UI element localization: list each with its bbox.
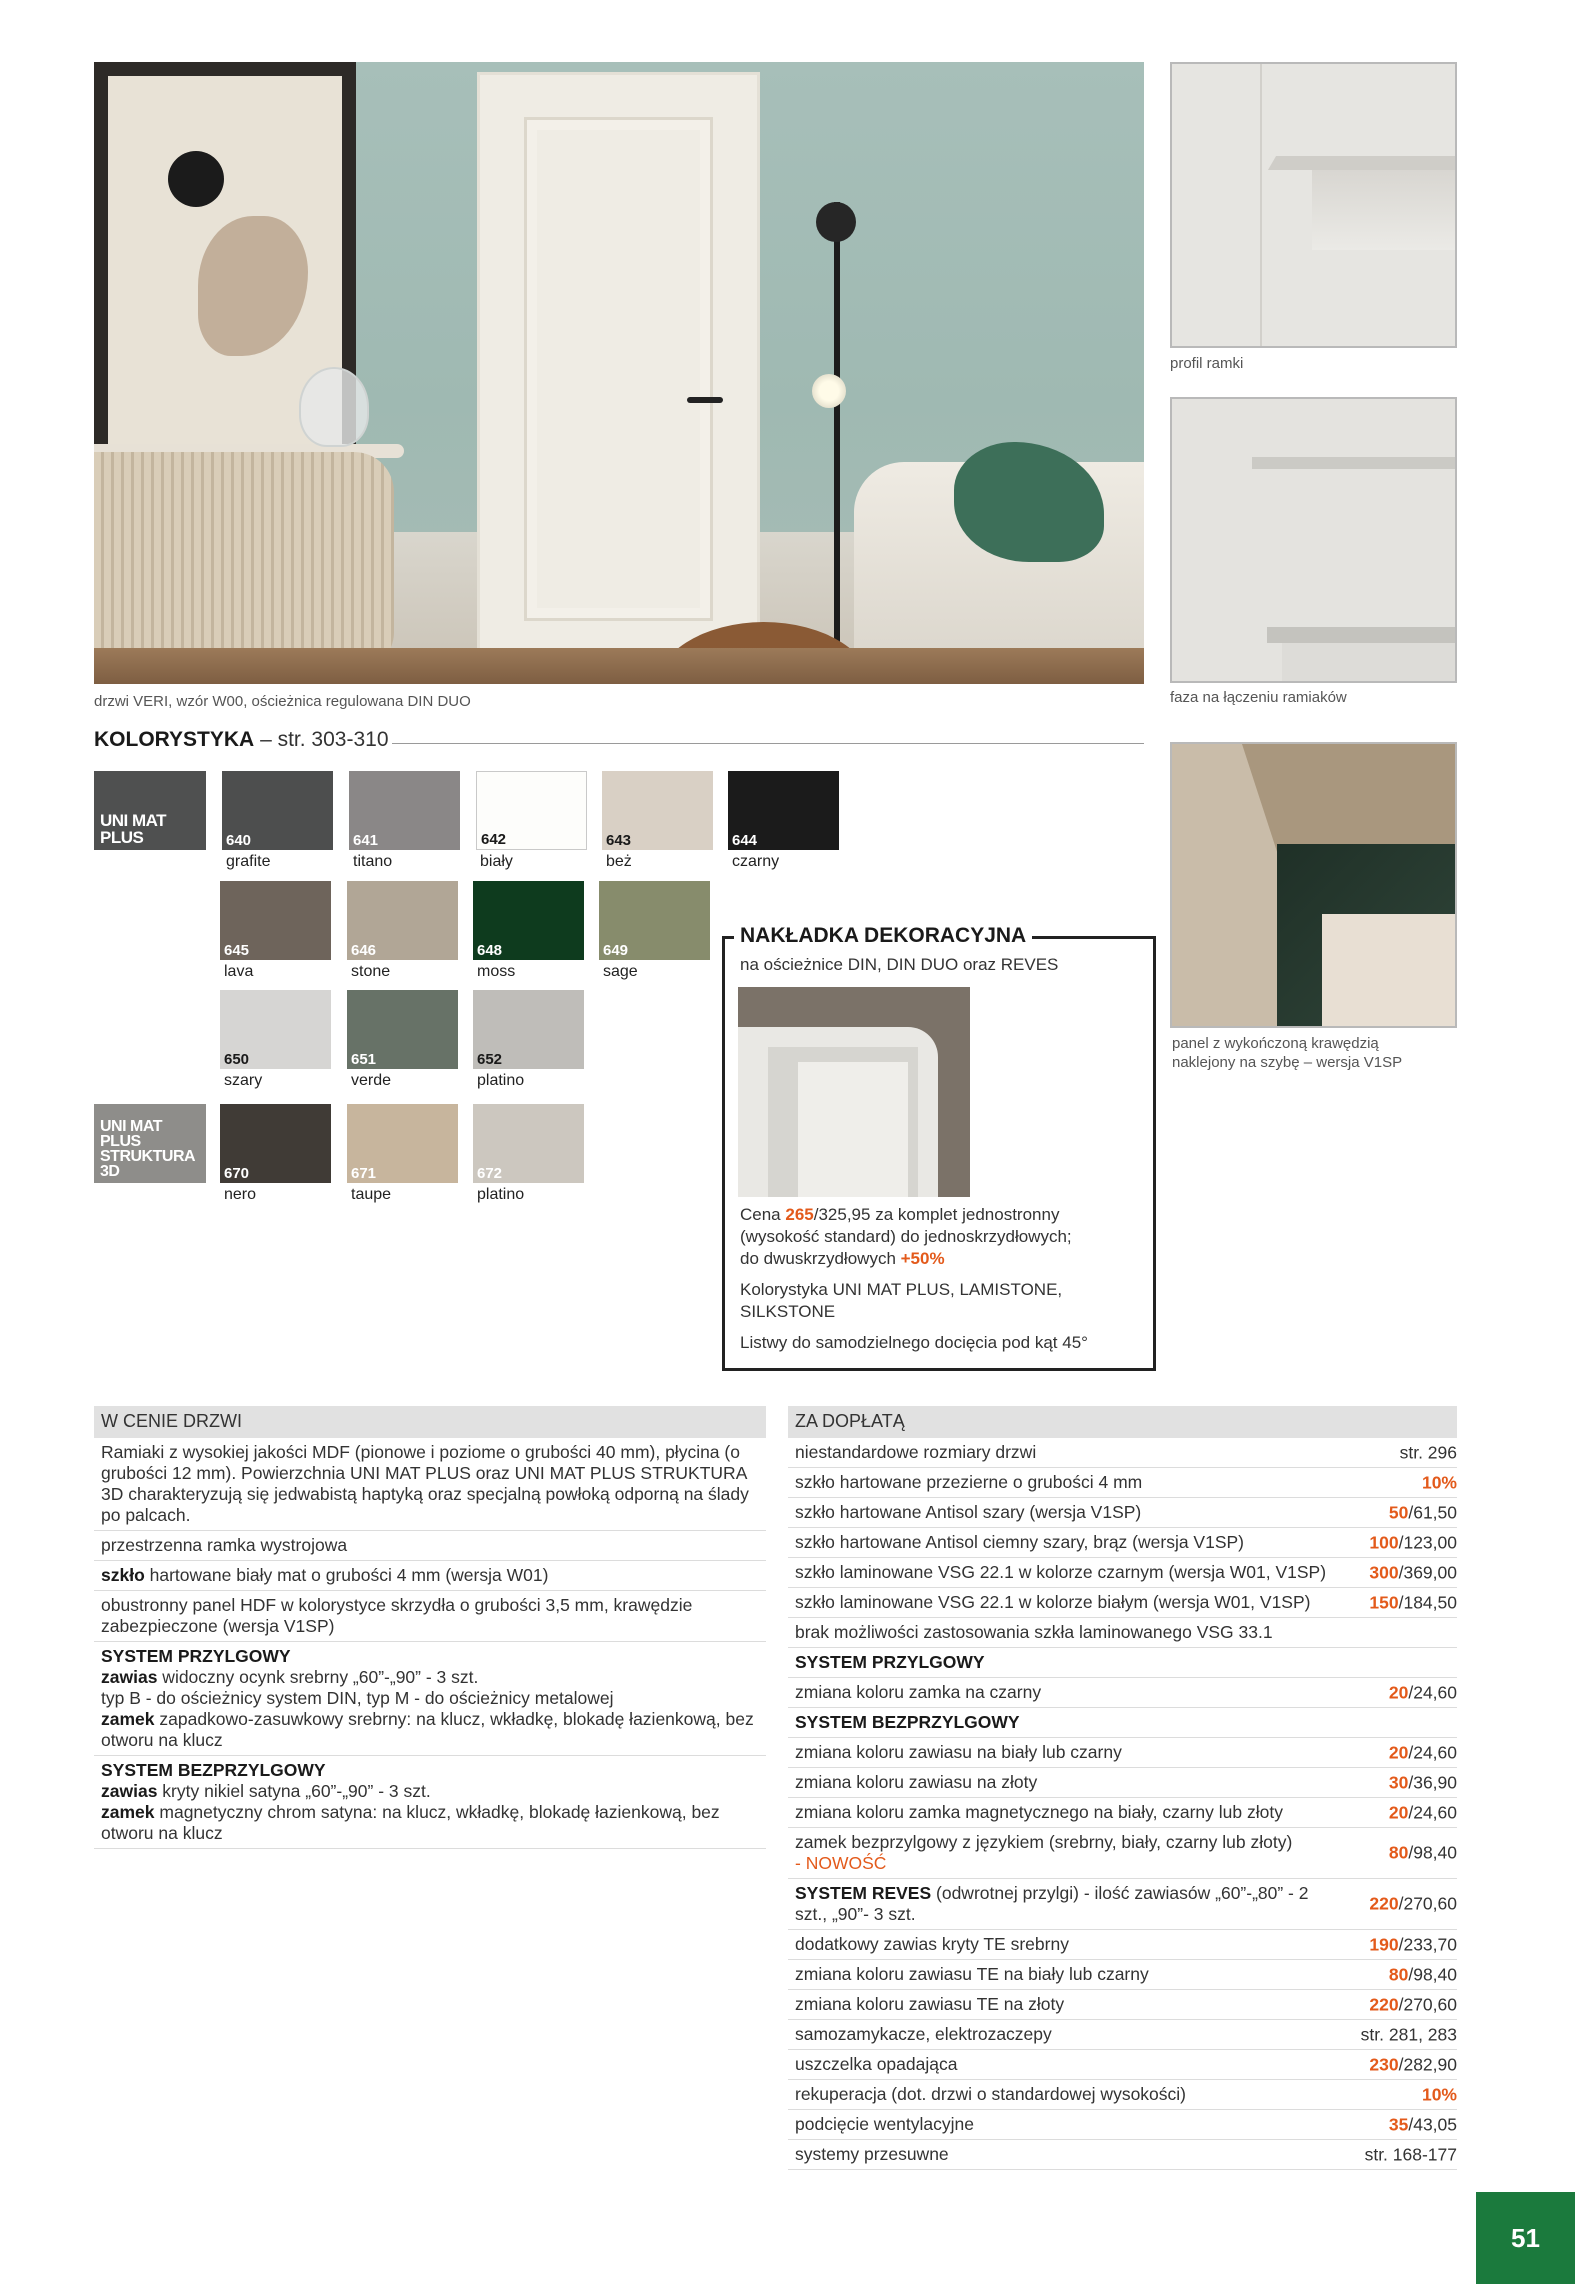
swatch-code: 651 xyxy=(351,1051,377,1068)
doplata-label-text: szkło hartowane przezierne o grubości 4 mm xyxy=(795,1472,1143,1492)
system-bezprzylgowy-title: SYSTEM BEZPRZYLGOWY xyxy=(101,1760,326,1780)
price-accent: 80 xyxy=(1388,1842,1409,1863)
doplata-label xyxy=(795,1562,1450,1583)
doplata-label xyxy=(795,1934,1450,1955)
doplata-row xyxy=(788,2080,1457,2110)
doplata-label xyxy=(795,1622,1450,1643)
price-accent: 300 xyxy=(1369,1562,1399,1582)
group2-line1: UNI MAT xyxy=(100,1118,162,1135)
doplata-label xyxy=(795,2054,1450,2075)
doplata-price xyxy=(1422,2084,1457,2105)
doplata-label-text: szkło laminowane VSG 22.1 w kolorze czarnym (wersja W01, V1SP) xyxy=(795,1562,1327,1582)
doplata-label-text: dodatkowy zawias kryty TE srebrny xyxy=(795,1934,1069,1954)
swatch-code: 652 xyxy=(477,1051,503,1068)
doplata-price xyxy=(1369,1532,1457,1553)
w-cenie-row-ramiaki: Ramiaki z wysokiej jakości MDF (pionowe i poziome o grubości 40 mm), płycina (o grubości 12 mm). Powierzchnia UNI MAT PLUS oraz UNI MAT PLUS STRUKTURA 3D charakteryzują się jedwabistą haptyką oraz specjalną powłoką odporną na ślady po palcach. xyxy=(94,1438,766,1531)
doplata-label-text: podcięcie wentylacyjne xyxy=(795,2114,974,2134)
price-accent: 220 xyxy=(1369,1893,1399,1914)
doplata-label-text: szkło hartowane Antisol szary (wersja V1SP) xyxy=(795,1502,1142,1522)
swatch-code: 645 xyxy=(224,942,250,959)
zawias-bold: zawias xyxy=(101,1667,158,1687)
price-rest: str. 168-177 xyxy=(1364,2144,1457,2164)
doplata-label xyxy=(795,2144,1450,2165)
price-rest: /24,60 xyxy=(1408,1802,1457,1822)
doplata-row xyxy=(788,2050,1457,2080)
przylgowy-zamek xyxy=(101,1709,759,1751)
price-accent: 100 xyxy=(1369,1532,1399,1552)
swatch-code: 649 xyxy=(603,942,629,959)
price-accent: 20 xyxy=(1388,1802,1409,1822)
nakladka-photo xyxy=(738,987,970,1197)
doplata-row xyxy=(788,1468,1457,1498)
group2-line4: 3D xyxy=(100,1163,120,1180)
doplata-row xyxy=(788,1879,1457,1930)
color-swatch-671 xyxy=(347,1104,458,1183)
swatch-name: szary xyxy=(224,1072,263,1089)
price-rest: str. 296 xyxy=(1399,1442,1457,1462)
doplata-row xyxy=(788,1618,1457,1648)
w-cenie-row-panel: obustronny panel HDF w kolorystyce skrzydła o grubości 3,5 mm, krawędzie zabezpieczone (wersja V1SP) xyxy=(94,1591,766,1642)
doplata-price xyxy=(1369,1592,1457,1613)
doplata-label-text: samozamykacze, elektrozaczepy xyxy=(795,2024,1052,2044)
doplata-price xyxy=(1369,2054,1457,2075)
doplata-label-text: szkło laminowane VSG 22.1 w kolorze białym (wersja W01, V1SP) xyxy=(795,1592,1311,1612)
doplata-label-text: zmiana koloru zawiasu na złoty xyxy=(795,1772,1038,1792)
price-rest: /98,40 xyxy=(1408,1964,1457,1984)
price-accent: 230 xyxy=(1369,2054,1399,2074)
bezprzylgowy-zawias xyxy=(101,1781,759,1802)
page-number: 51 xyxy=(1476,2192,1575,2284)
doplata-label-text: zmiana koloru zawiasu TE na biały lub czarny xyxy=(795,1964,1149,1984)
w-cenie-row-ramka: przestrzenna ramka wystrojowa xyxy=(94,1531,766,1561)
w-cenie-row-system-bezprzylgowy xyxy=(94,1756,766,1849)
doplata-row xyxy=(788,1528,1457,1558)
doplata-price xyxy=(1389,1772,1457,1793)
kolorystyka-title xyxy=(94,728,389,752)
swatch-code: 648 xyxy=(477,942,503,959)
za-doplata-header: ZA DOPŁATĄ xyxy=(788,1406,1457,1438)
price-accent: 190 xyxy=(1369,1934,1399,1954)
doplata-label-bold: SYSTEM REVES xyxy=(795,1883,932,1903)
doplata-row xyxy=(788,1498,1457,1528)
doplata-label xyxy=(795,1682,1450,1703)
doplata-label xyxy=(795,1472,1450,1493)
price-accent: 20 xyxy=(1388,1682,1409,1702)
side3-caption-line1: panel z wykończoną krawędzią xyxy=(1172,1035,1379,1052)
doplata-label-text: zmiana koloru zamka magnetycznego na biały, czarny lub złoty xyxy=(795,1802,1283,1822)
color-swatch-649 xyxy=(599,881,710,960)
price-accent: 220 xyxy=(1369,1994,1399,2014)
swatch-code: 671 xyxy=(351,1165,377,1182)
doplata-label xyxy=(795,1502,1450,1523)
swatch-name: taupe xyxy=(351,1186,392,1203)
swatch-code: 643 xyxy=(606,832,632,849)
doplata-row xyxy=(788,1588,1457,1618)
doplata-price xyxy=(1389,1802,1457,1823)
doplata-row xyxy=(788,1738,1457,1768)
doplata-row xyxy=(788,1960,1457,1990)
szklo-bold: szkło xyxy=(101,1565,145,1585)
doplata-label xyxy=(795,2084,1450,2105)
doplata-row xyxy=(788,1990,1457,2020)
doplata-price xyxy=(1369,1562,1457,1583)
doplata-label-text: zmiana koloru zawiasu na biały lub czarny xyxy=(795,1742,1122,1762)
group2-line2: PLUS xyxy=(100,1133,141,1150)
zamek2-bold: zamek xyxy=(101,1802,155,1822)
doplata-label-text: (odwrotnej przylgi) - ilość zawiasów „60”-„80” - 2 szt., „90”- 3 szt. xyxy=(795,1883,1309,1924)
doplata-label xyxy=(795,1442,1450,1463)
doplata-label xyxy=(795,2024,1450,2045)
zamek2-text: magnetyczny chrom satyna: na klucz, wkładkę, blokadę łazienkową, bez otworu na klucz xyxy=(101,1802,720,1843)
color-swatch-651 xyxy=(347,990,458,1069)
price-accent: 10% xyxy=(1421,2084,1457,2104)
bezprzylgowy-zamek xyxy=(101,1802,759,1844)
doplata-price xyxy=(1389,1682,1457,1703)
przylgowy-typ: typ B - do ościeżnicy system DIN, typ M - do ościeżnicy metalowej xyxy=(101,1688,614,1708)
color-swatch-642 xyxy=(476,771,587,850)
swatch-code: 640 xyxy=(226,832,252,849)
section-subheader xyxy=(788,1708,1457,1738)
doplata-row xyxy=(788,1798,1457,1828)
nakladka-price-line1 xyxy=(740,1204,1059,1226)
color-swatch-650 xyxy=(220,990,331,1069)
price-rest: /123,00 xyxy=(1398,1532,1457,1552)
group-label-uni-mat-plus-struktura xyxy=(94,1104,206,1183)
hero-door-photo xyxy=(94,62,1144,684)
swatch-code: 670 xyxy=(224,1165,250,1182)
doplata-price xyxy=(1365,2144,1457,2165)
price-prefix: Cena xyxy=(740,1205,786,1224)
doplata-price xyxy=(1369,1934,1457,1955)
price-rest: /369,00 xyxy=(1398,1562,1457,1582)
color-swatch-648 xyxy=(473,881,584,960)
color-swatch-643 xyxy=(602,771,713,850)
doplata-label xyxy=(795,1712,1450,1733)
nakladka-subtitle: na ościeżnice DIN, DIN DUO oraz REVES xyxy=(740,955,1059,974)
nakladka-title: NAKŁADKA DEKORACYJNA xyxy=(734,924,1032,948)
price-accent: 80 xyxy=(1388,1964,1409,1984)
doplata-row xyxy=(788,2020,1457,2050)
zawias2-text: kryty nikiel satyna „60”-„90” - 3 szt. xyxy=(157,1781,431,1801)
side1-caption: profil ramki xyxy=(1170,355,1244,372)
color-swatch-644 xyxy=(728,771,839,850)
doplata-row xyxy=(788,1768,1457,1798)
swatch-name: sage xyxy=(603,963,638,980)
nakladka-price-line2: (wysokość standard) do jednoskrzydłowych; xyxy=(740,1227,1072,1246)
nakladka-price-line3 xyxy=(740,1248,945,1270)
zawias2-bold: zawias xyxy=(101,1781,158,1801)
price-rest: /282,90 xyxy=(1398,2054,1457,2074)
color-swatch-672 xyxy=(473,1104,584,1183)
zamek-bold: zamek xyxy=(101,1709,155,1729)
doplata-label xyxy=(795,1742,1450,1763)
color-swatch-640 xyxy=(222,771,333,850)
doplata-row xyxy=(788,1930,1457,1960)
doplata-label xyxy=(795,1883,1450,1925)
swatch-name: moss xyxy=(477,963,516,980)
nakladka-listwy: Listwy do samodzielnego docięcia pod kąt 45° xyxy=(740,1333,1088,1352)
price-rest: /24,60 xyxy=(1408,1742,1457,1762)
swatch-code: 641 xyxy=(353,832,379,849)
doplata-row xyxy=(788,1438,1457,1468)
doplata-label-text: niestandardowe rozmiary drzwi xyxy=(795,1442,1037,1462)
price-rest: /43,05 xyxy=(1408,2114,1457,2134)
doplata-label-text: zmiana koloru zamka na czarny xyxy=(795,1682,1042,1702)
price-accent: 30 xyxy=(1388,1772,1409,1792)
w-cenie-row-system-przylgowy xyxy=(94,1642,766,1756)
doplata-label-text: brak możliwości zastosowania szkła laminowanego VSG 33.1 xyxy=(795,1622,1273,1642)
za-doplata-table xyxy=(788,1406,1457,2170)
swatch-code: 644 xyxy=(732,832,758,849)
doplata-price xyxy=(1400,1442,1457,1463)
swatch-name: biały xyxy=(480,853,513,870)
price-rest: /98,40 xyxy=(1408,1842,1457,1863)
swatch-name: nero xyxy=(224,1186,257,1203)
swatch-name: grafite xyxy=(226,853,271,870)
doplata-label-text: rekuperacja (dot. drzwi o standardowej wysokości) xyxy=(795,2084,1186,2104)
doplata-row xyxy=(788,1828,1457,1879)
szklo-text: hartowane biały mat o grubości 4 mm (wersja W01) xyxy=(144,1565,549,1585)
doplata-price xyxy=(1389,1964,1457,1985)
za-doplata-rows xyxy=(788,1438,1457,2170)
swatch-code: 642 xyxy=(481,831,507,848)
group1-line1: UNI MAT xyxy=(100,811,167,830)
doplata-label-text: zmiana koloru zawiasu TE na złoty xyxy=(795,1994,1065,2014)
doplata-price xyxy=(1369,1894,1457,1915)
price-accent: 20 xyxy=(1388,1742,1409,1762)
doplata-label xyxy=(795,1802,1450,1823)
swatch-name: beż xyxy=(606,853,632,870)
swatch-name: verde xyxy=(351,1072,392,1089)
system-przylgowy-title: SYSTEM PRZYLGOWY xyxy=(101,1646,291,1666)
w-cenie-header: W CENIE DRZWI xyxy=(94,1406,766,1438)
swatch-code: 646 xyxy=(351,942,377,959)
side3-caption-line2: naklejony na szybę – wersja V1SP xyxy=(1172,1054,1403,1071)
nakladka-colors-line2: SILKSTONE xyxy=(740,1302,836,1321)
doplata-price xyxy=(1389,1843,1457,1864)
swatch-name: czarny xyxy=(732,853,780,870)
color-swatch-646 xyxy=(347,881,458,960)
color-swatch-641 xyxy=(349,771,460,850)
price-rest: /61,50 xyxy=(1408,1502,1457,1522)
zawias-text: widoczny ocynk srebrny „60”-„90” - 3 szt. xyxy=(157,1667,479,1687)
swatch-name: titano xyxy=(353,853,393,870)
doplata-label xyxy=(795,1592,1450,1613)
doplata-label-text: systemy przesuwne xyxy=(795,2144,949,2164)
doplata-price xyxy=(1389,1502,1457,1523)
doplata-label-text: SYSTEM BEZPRZYLGOWY xyxy=(795,1712,1020,1732)
price-rest: /36,90 xyxy=(1408,1772,1457,1792)
doplata-row xyxy=(788,1558,1457,1588)
zamek-text: zapadkowo-zasuwkowy srebrny: na klucz, wkładkę, blokadę łazienkową, bez otworu na klucz xyxy=(101,1709,754,1750)
swatch-name: lava xyxy=(224,963,254,980)
w-cenie-table xyxy=(94,1406,766,1849)
price-rest: /270,60 xyxy=(1398,1893,1457,1914)
door xyxy=(477,72,760,684)
swatch-name: platino xyxy=(477,1072,525,1089)
doplata-label xyxy=(795,1832,1450,1874)
sideboard xyxy=(94,452,394,672)
hero-caption: drzwi VERI, wzór W00, ościeżnica regulowana DIN DUO xyxy=(94,693,471,710)
color-swatch-652 xyxy=(473,990,584,1069)
color-swatch-670 xyxy=(220,1104,331,1183)
glass-panel-photo xyxy=(1170,742,1457,1028)
doplata-price xyxy=(1361,2024,1457,2045)
doplata-label xyxy=(795,1994,1450,2015)
doplata-label xyxy=(795,1772,1450,1793)
section-subheader xyxy=(788,1648,1457,1678)
doplata-row xyxy=(788,2140,1457,2170)
doplata-price xyxy=(1389,1742,1457,1763)
kolorystyka-heading: KOLORYSTYKA xyxy=(94,728,255,751)
price-accent: 150 xyxy=(1369,1592,1399,1612)
swatch-name: stone xyxy=(351,963,391,980)
group2-line3: STRUKTURA xyxy=(100,1148,196,1165)
doplata-price xyxy=(1422,1472,1457,1493)
price-accent: 50 xyxy=(1388,1502,1409,1522)
price-line3-prefix: do dwuskrzydłowych xyxy=(740,1249,901,1268)
price-rest: /233,70 xyxy=(1398,1934,1457,1954)
doplata-label-text: SYSTEM PRZYLGOWY xyxy=(795,1652,985,1672)
w-cenie-row-szklo xyxy=(94,1561,766,1591)
doplata-label xyxy=(795,2114,1450,2135)
price-line3-accent: +50% xyxy=(900,1249,945,1268)
doplata-label-text: szkło hartowane Antisol ciemny szary, brąz (wersja V1SP) xyxy=(795,1532,1245,1552)
doplata-label xyxy=(795,1532,1450,1553)
group-label-uni-mat-plus xyxy=(94,771,206,850)
doplata-label xyxy=(795,1964,1450,1985)
price-rest: /24,60 xyxy=(1408,1682,1457,1702)
doplata-label-text: uszczelka opadająca xyxy=(795,2054,958,2074)
frame-profile-photo xyxy=(1170,62,1457,348)
side2-caption: faza na łączeniu ramiaków xyxy=(1170,689,1347,706)
price-rest: /270,60 xyxy=(1398,1994,1457,2014)
rail-chamfer-photo xyxy=(1170,397,1457,683)
price-rest: str. 281, 283 xyxy=(1360,2024,1457,2044)
group1-line2: PLUS xyxy=(100,828,144,847)
przylgowy-zawias xyxy=(101,1667,759,1688)
doplata-label-text: zamek bezprzylgowy z językiem (srebrny, biały, czarny lub złoty) xyxy=(795,1832,1293,1852)
doplata-price xyxy=(1369,1994,1457,2015)
price-suffix: /325,95 za komplet jednostronny xyxy=(813,1205,1060,1224)
color-swatch-645 xyxy=(220,881,331,960)
doplata-row xyxy=(788,2110,1457,2140)
swatch-code: 672 xyxy=(477,1165,503,1182)
price-accent: 10% xyxy=(1421,1472,1457,1492)
kolorystyka-pages: – str. 303-310 xyxy=(260,728,389,751)
kolorystyka-rule xyxy=(392,743,1144,744)
price-rest: /184,50 xyxy=(1398,1592,1457,1612)
doplata-row xyxy=(788,1678,1457,1708)
doplata-label xyxy=(795,1652,1450,1673)
swatch-code: 650 xyxy=(224,1051,250,1068)
nakladka-colors-line1: Kolorystyka UNI MAT PLUS, LAMISTONE, xyxy=(740,1280,1063,1299)
nakladka-price: 265 xyxy=(785,1205,814,1224)
new-badge: - NOWOŚĆ xyxy=(795,1853,887,1873)
price-accent: 35 xyxy=(1388,2114,1409,2134)
doplata-price xyxy=(1389,2114,1457,2135)
swatch-name: platino xyxy=(477,1186,525,1203)
